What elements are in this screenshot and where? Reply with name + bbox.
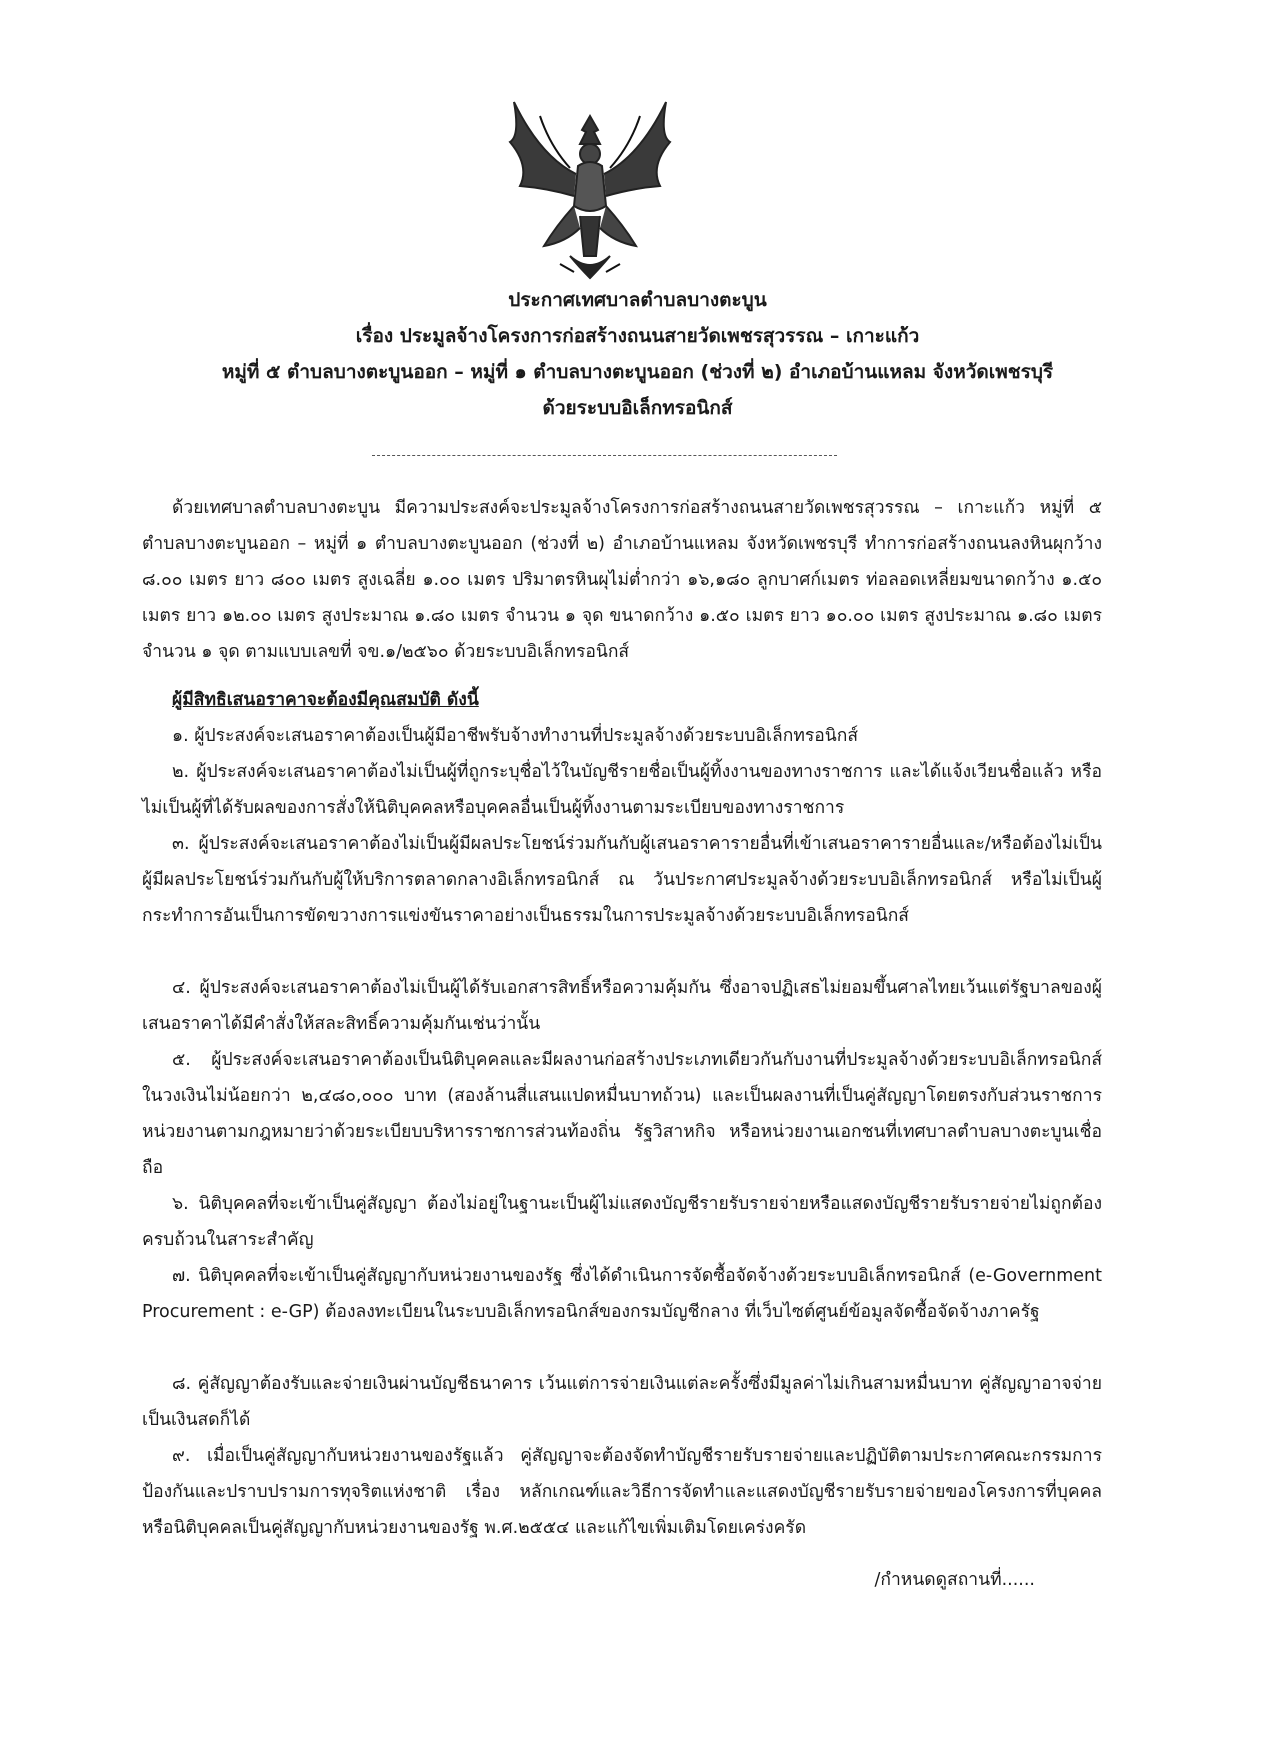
intro-text: ด้วยเทศบาลตำบลบางตะบูน มีความประสงค์จะประมูลจ้างโครงการก่อสร้างถนนสายวัดเพชรสุวรรณ – เกาะแก้ว หมู่ที่ ๕ ตำบลบางตะบูนออก – หมู่ที่ ๑ ตำบลบางตะบูนออก (ช่วงที่ ๒) อำเภอบ้านแหลม จังหวัดเพชรบุรี ทำการก่อสร้างถนนลงหินผุกว้าง ๘.๐๐ เมตร ยาว ๘๐๐ เมตร สูงเฉลี่ย ๑.๐๐ เมตร ปริมาตรหินผุไม่ต่ำกว่า ๑๖,๑๘๐ ลูกบาศก์เมตร ท่อลอดเหลี่ยมขนาดกว้าง ๑.๕๐ เมตร ยาว ๑๒.๐๐ เมตร สูงประมาณ ๑.๘๐ เมตร จำนวน ๑ จุด ขนาดกว้าง ๑.๕๐ เมตร ยาว ๑๐.๐๐ เมตร สูงประมาณ ๑.๘๐ เมตร จำนวน ๑ จุด ตามแบบเลขที่ จข.๑/๒๕๖๐ ด้วยระบบอิเล็กทรอนิกส์ — [142, 498, 1102, 662]
qualification-text: ๘. คู่สัญญาต้องรับและจ่ายเงินผ่านบัญชีธนาคาร เว้นแต่การจ่ายเงินแต่ละครั้งซึ่งมีมูลค่าไม่เกินสามหมื่นบาท คู่สัญญาอาจจ่ายเป็นเงินสดก็ได้ — [142, 1374, 1102, 1430]
qualifications-heading: ผู้มีสิทธิเสนอราคาจะต้องมีคุณสมบัติ ดังนี้ — [172, 690, 479, 710]
qualification-item — [142, 754, 1102, 826]
qualification-item — [142, 826, 1102, 934]
qualification-item — [142, 1438, 1102, 1546]
qualification-text: ๕. ผู้ประสงค์จะเสนอราคาต้องเป็นนิติบุคคลและมีผลงานก่อสร้างประเภทเดียวกันกับงานที่ประมูลจ้างด้วยระบบอิเล็กทรอนิกส์ ในวงเงินไม่น้อยกว่า ๒,๔๘๐,๐๐๐ บาท (สองล้านสี่แสนแปดหมื่นบาทถ้วน) และเป็นผลงานที่เป็นคู่สัญญาโดยตรงกับส่วนราชการ หน่วยงานตามกฎหมายว่าด้วยระเบียบบริหารราชการส่วนท้องถิ่น รัฐวิสาหกิจ หรือหน่วยงานเอกชนที่เทศบาลตำบลบางตะบูนเชื่อถือ — [142, 1050, 1102, 1178]
qualification-item — [142, 1186, 1102, 1258]
qualification-text: ๓. ผู้ประสงค์จะเสนอราคาต้องไม่เป็นผู้มีผลประโยชน์ร่วมกันกับผู้เสนอราคารายอื่นที่เข้าเสนอราคารายอื่นและ/หรือต้องไม่เป็นผู้มีผลประโยชน์ร่วมกันกับผู้ให้บริการตลาดกลางอิเล็กทรอนิกส์ ณ วันประกาศประมูลจ้างด้วยระบบอิเล็กทรอนิกส์ หรือไม่เป็นผู้กระทำการอันเป็นการขัดขวางการแข่งขันราคาอย่างเป็นธรรมในการประมูลจ้างด้วยระบบอิเล็กทรอนิกส์ — [142, 834, 1102, 926]
qualification-text: ๒. ผู้ประสงค์จะเสนอราคาต้องไม่เป็นผู้ที่ถูกระบุชื่อไว้ในบัญชีรายชื่อเป็นผู้ทิ้งงานของทางราชการ และได้แจ้งเวียนชื่อแล้ว หรือไม่เป็นผู้ที่ได้รับผลของการสั่งให้นิติบุคคลหรือบุคคลอื่นเป็นผู้ทิ้งงานตามระเบียบของทางราชการ — [142, 762, 1102, 818]
garuda-emblem-icon — [500, 96, 680, 282]
announcement-location: หมู่ที่ ๕ ตำบลบางตะบูนออก – หมู่ที่ ๑ ตำบลบางตะบูนออก (ช่วงที่ ๒) อำเภอบ้านแหลม จังหวัดเพชรบุรี — [221, 361, 1054, 383]
header-divider — [372, 455, 837, 456]
continuation-note: /กำหนดดูสถานที่...... — [874, 1570, 1035, 1590]
qualification-item — [142, 1366, 1102, 1438]
qualification-item — [142, 718, 1102, 754]
qualification-text: ๗. นิติบุคคลที่จะเข้าเป็นคู่สัญญากับหน่วยงานของรัฐ ซึ่งได้ดำเนินการจัดซื้อจัดจ้างด้วยระบบอิเล็กทรอนิกส์ (e-Government Procurement : e-GP) ต้องลงทะเบียนในระบบอิเล็กทรอนิกส์ของกรมบัญชีกลาง ที่เว็บไซต์ศูนย์ข้อมูลจัดซื้อจัดจ้างภาครัฐ — [142, 1266, 1102, 1322]
intro-paragraph — [142, 490, 1102, 670]
qualification-text: ๙. เมื่อเป็นคู่สัญญากับหน่วยงานของรัฐแล้ว คู่สัญญาจะต้องจัดทำบัญชีรายรับรายจ่ายและปฏิบัติตามประกาศคณะกรรมการป้องกันและปราบปรามการทุจริตแห่งชาติ เรื่อง หลักเกณฑ์และวิธีการจัดทำและแสดงบัญชีรายรับรายจ่ายของโครงการที่บุคคลหรือนิติบุคคลเป็นคู่สัญญากับหน่วยงานของรัฐ พ.ศ.๒๕๕๔ และแก้ไขเพิ่มเติมโดยเคร่งครัด — [142, 1446, 1102, 1538]
qualification-text: ๔. ผู้ประสงค์จะเสนอราคาต้องไม่เป็นผู้ได้รับเอกสารสิทธิ์หรือความคุ้มกัน ซึ่งอาจปฏิเสธไม่ยอมขึ้นศาลไทยเว้นแต่รัฐบาลของผู้เสนอราคาได้มีคำสั่งให้สละสิทธิ์ความคุ้มกันเช่นว่านั้น — [142, 978, 1102, 1034]
announcement-subject: เรื่อง ประมูลจ้างโครงการก่อสร้างถนนสายวัดเพชรสุวรรณ – เกาะแก้ว — [355, 325, 920, 347]
announcement-method: ด้วยระบบอิเล็กทรอนิกส์ — [542, 397, 733, 419]
qualification-item — [142, 970, 1102, 1042]
qualification-text: ๖. นิติบุคคลที่จะเข้าเป็นคู่สัญญา ต้องไม่อยู่ในฐานะเป็นผู้ไม่แสดงบัญชีรายรับรายจ่ายหรือแสดงบัญชีรายรับรายจ่ายไม่ถูกต้องครบถ้วนในสาระสำคัญ — [142, 1194, 1102, 1250]
qualification-item — [142, 1258, 1102, 1330]
announcement-title: ประกาศเทศบาลตำบลบางตะบูน — [508, 289, 767, 311]
qualification-item — [142, 1042, 1102, 1186]
qualification-text: ๑. ผู้ประสงค์จะเสนอราคาต้องเป็นผู้มีอาชีพรับจ้างทำงานที่ประมูลจ้างด้วยระบบอิเล็กทรอนิกส์ — [172, 726, 859, 746]
